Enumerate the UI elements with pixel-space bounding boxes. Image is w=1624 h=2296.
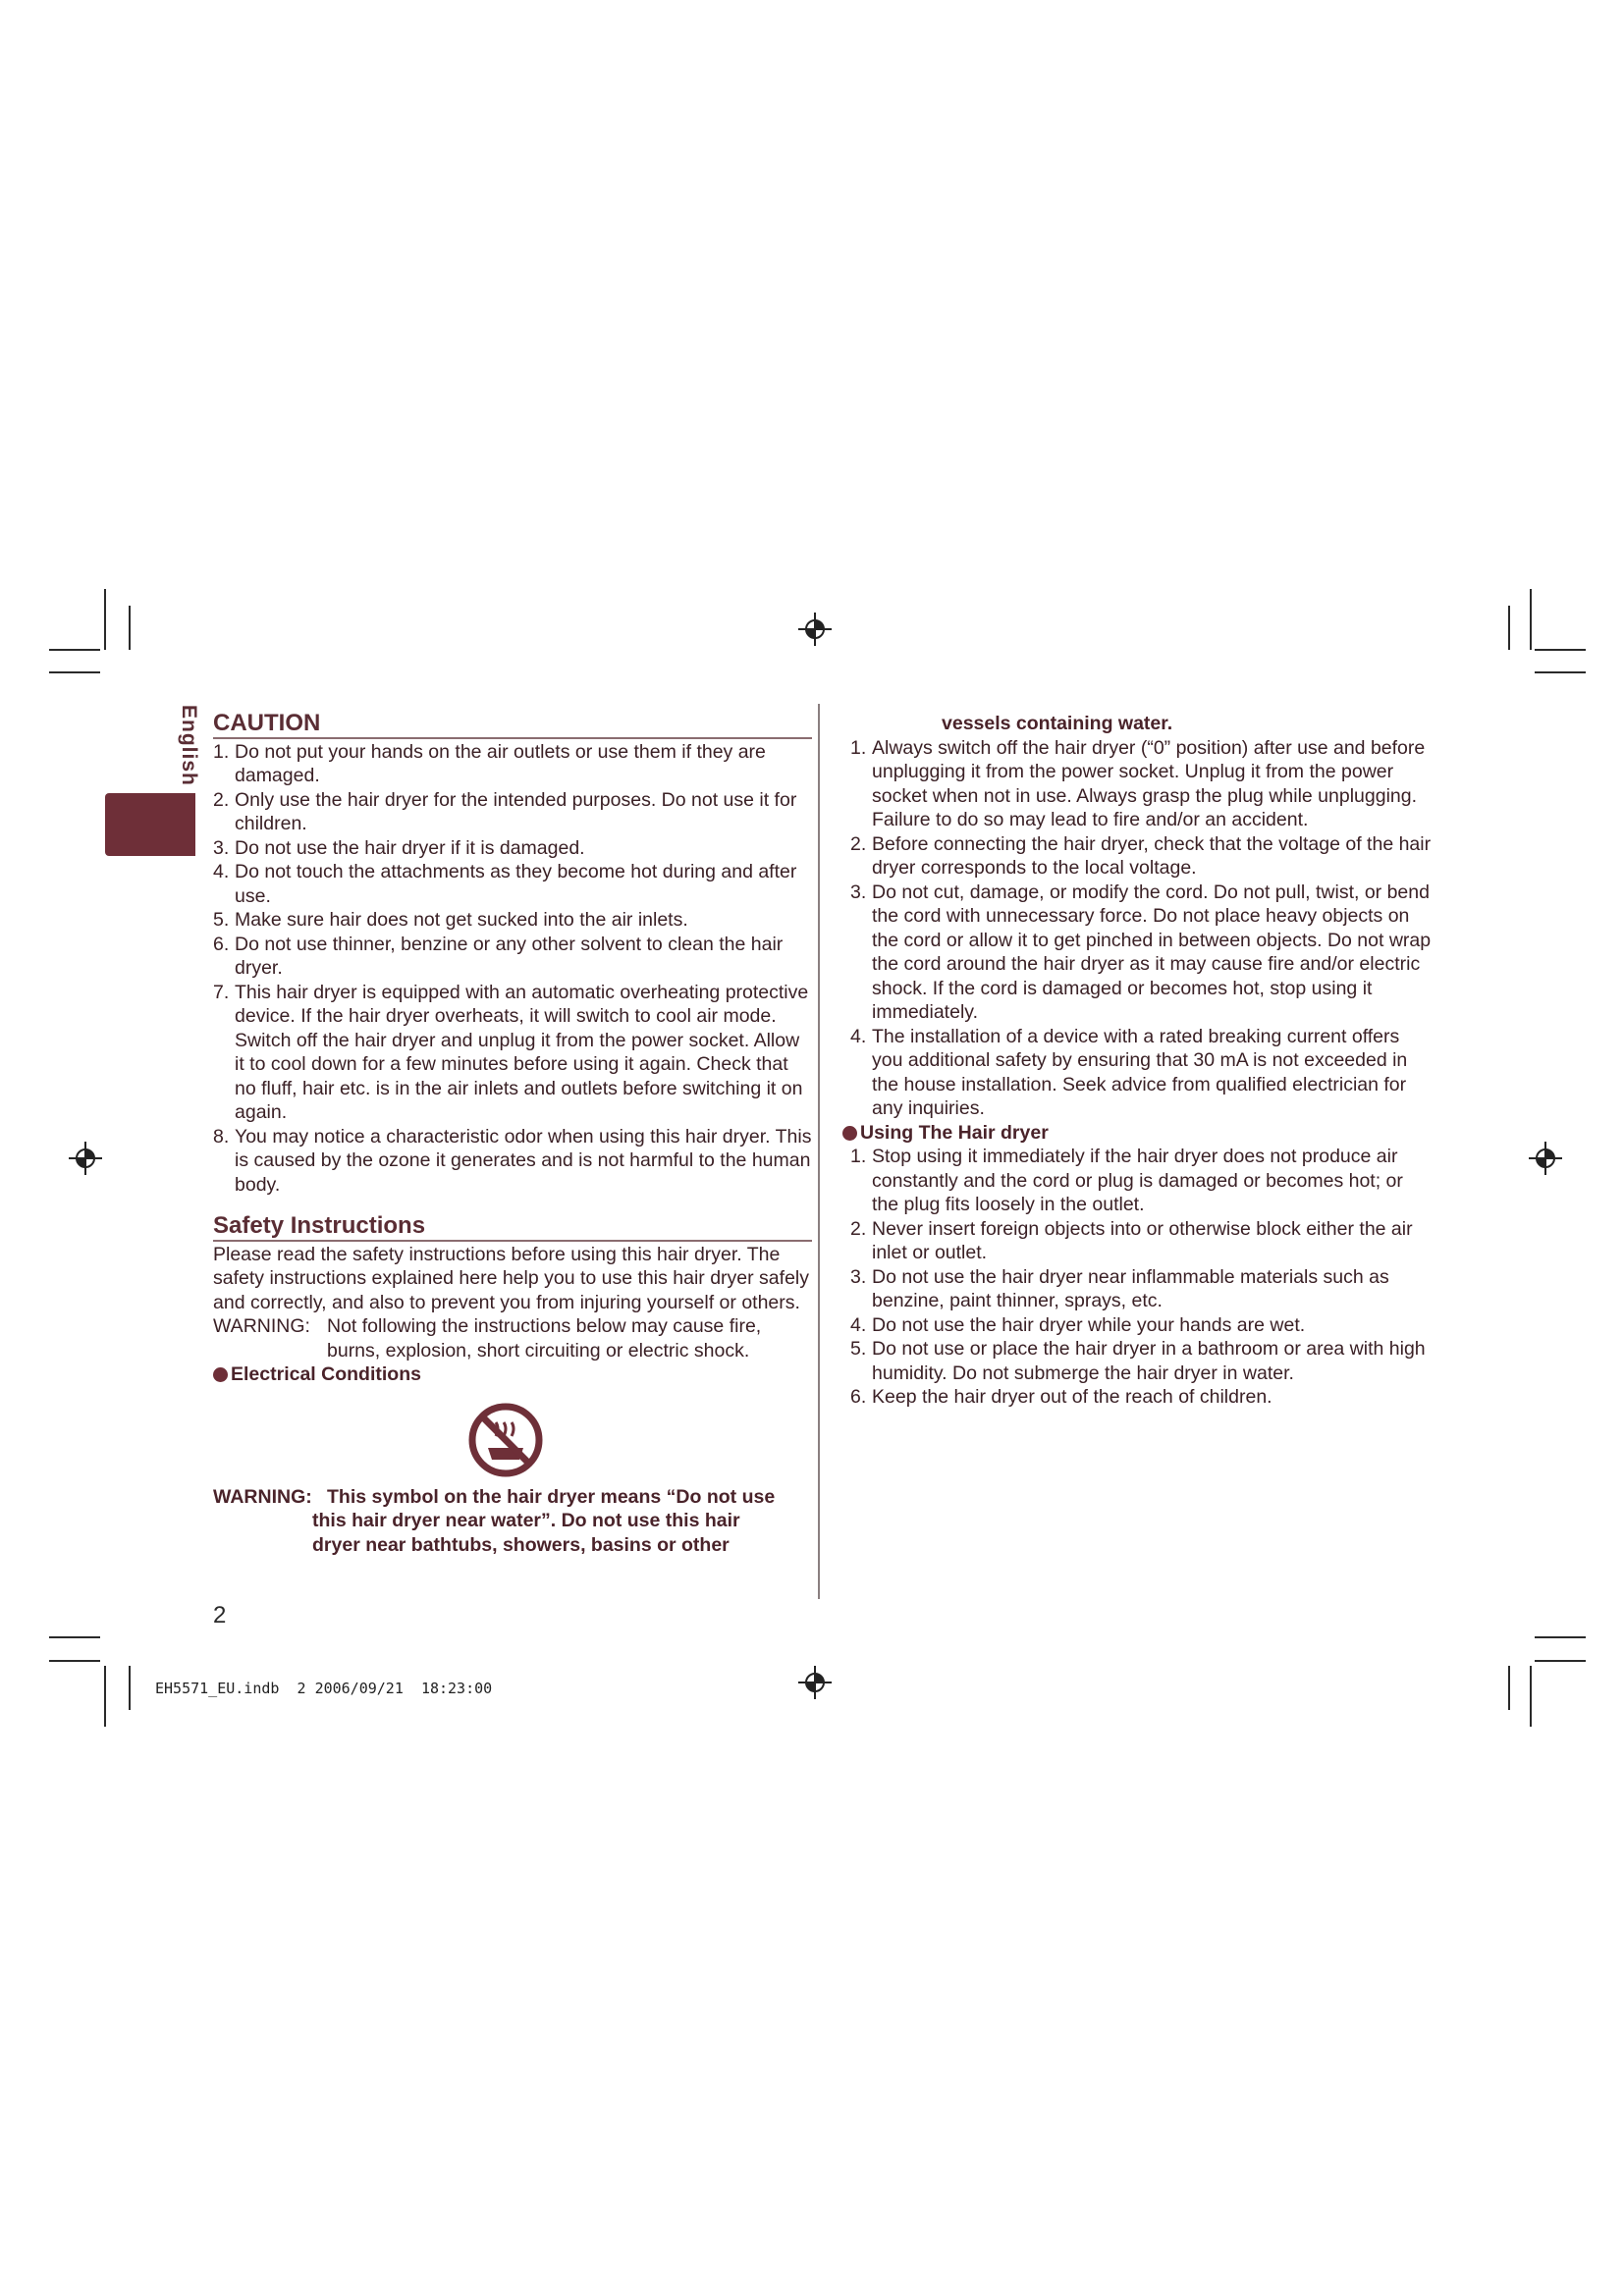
column-divider: [818, 704, 820, 1599]
crop-mark-tr-v1: [1508, 606, 1510, 650]
list-item: 3. Do not cut, damage, or modify the cord. Do not pull, twist, or bend the cord with unnecessary force. Do not place heavy objects on the cord or allow it to get pinched in between objects. Do not wrap the cord around the hair dryer as it may cause fire and/or electric shock. If the cord is damaged or becomes hot, stop using it immediately.: [850, 881, 1432, 1023]
electrical-conditions-heading: Electrical Conditions: [213, 1362, 812, 1387]
list-item: 4. Do not use the hair dryer while your hands are wet.: [850, 1313, 1306, 1336]
page-number: 2: [213, 1602, 227, 1629]
list-item: 4. Do not touch the attachments as they become hot during and after use.: [213, 861, 797, 907]
crop-mark-bl-v2: [129, 1666, 131, 1710]
registration-mark-icon: [69, 1142, 102, 1175]
symbol-area: [213, 1387, 812, 1485]
list-item: 1. Stop using it immediately if the hair dryer does not produce air constantly and the cord or plug is damaged or becomes hot; or the plug fits loosely in the outlet.: [850, 1146, 1403, 1215]
warning-note: [213, 1314, 812, 1362]
list-item: 2. Never insert foreign objects into or otherwise block either the air inlet or outlet.: [850, 1217, 1413, 1263]
crop-mark-tl-v1: [104, 589, 106, 650]
list-item: 8. You may notice a characteristic odor when using this hair dryer. This is caused by the ozone it generates and is not harmful to the human body.: [213, 1125, 812, 1196]
using-list: [842, 1145, 1432, 1410]
symbol-warning-line1: This symbol on the hair dryer means “Do not use: [327, 1485, 776, 1508]
safety-instructions-heading: Safety Instructions: [213, 1214, 812, 1242]
list-item: 7. This hair dryer is equipped with an automatic overheating protective device. If the hair dryer overheats, it will switch to cool air mode. Switch off the hair dryer and unplug it from the power socket. Allow it to cool down for a few minutes before using it again. Check that no fluff, hair etc. is in the air inlets and outlets before switching it on again.: [213, 981, 809, 1123]
crop-mark-tl-h2: [49, 671, 100, 673]
list-item: 2. Only use the hair dryer for the intended purposes. Do not use it for children.: [213, 788, 797, 834]
list-item: 4. The installation of a device with a rated breaking current offers you additional safety by ensuring that 30 mA is not exceeded in the house installation. Seek advice from qualified electrician for any inquiries.: [850, 1025, 1408, 1119]
registration-mark-icon: [798, 613, 832, 646]
symbol-warning-line2: this hair dryer near water”. Do not use this hair: [312, 1510, 740, 1531]
registration-mark-icon: [1529, 1142, 1562, 1175]
crop-mark-tr-h1: [1535, 649, 1586, 651]
list-item: 6. Do not use thinner, benzine or any other solvent to clean the hair dryer.: [213, 933, 784, 979]
crop-mark-br-h2: [1535, 1660, 1586, 1662]
list-item: 3. Do not use the hair dryer near inflammable materials such as benzine, paint thinner, sprays, etc.: [850, 1265, 1389, 1311]
right-column: [842, 712, 1432, 1410]
slug-time: 18:23:00: [420, 1680, 493, 1697]
continuation-line: vessels containing water.: [942, 713, 1173, 734]
caution-heading: CAUTION: [213, 712, 812, 739]
crop-mark-tr-h2: [1535, 671, 1586, 673]
warning-text: Not following the instructions below may cause fire, burns, explosion, short circuiting or electric shock.: [327, 1315, 762, 1362]
language-label: English: [178, 705, 200, 786]
slug-page: 2: [297, 1680, 306, 1697]
language-tab: [105, 793, 195, 856]
list-item: 3. Do not use the hair dryer if it is damaged.: [213, 836, 585, 859]
electrical-list: [842, 736, 1432, 1121]
crop-mark-tl-v2: [129, 606, 131, 650]
registration-mark-icon: [798, 1666, 832, 1699]
slug-date: 2006/09/21: [314, 1680, 404, 1697]
symbol-warning-line3: dryer near bathtubs, showers, basins or other: [312, 1533, 730, 1556]
list-item: 1. Do not put your hands on the air outlets or use them if they are damaged.: [213, 740, 766, 786]
crop-mark-br-v1: [1508, 1666, 1510, 1710]
crop-mark-tl-h1: [49, 649, 100, 651]
crop-mark-tr-v2: [1530, 589, 1532, 650]
crop-mark-bl-v1: [104, 1666, 106, 1727]
print-slug: [155, 1680, 492, 1697]
symbol-warning: [213, 1485, 812, 1510]
warning-label: WARNING:: [213, 1315, 310, 1337]
list-item: 2. Before connecting the hair dryer, check that the voltage of the hair dryer corresponds to the local voltage.: [850, 832, 1432, 879]
symbol-warning-label: WARNING:: [213, 1485, 312, 1508]
list-item: 6. Keep the hair dryer out of the reach of children.: [850, 1386, 1272, 1408]
no-water-icon: [466, 1401, 545, 1479]
crop-mark-bl-h2: [49, 1660, 100, 1662]
left-column: [213, 712, 812, 1557]
using-hair-dryer-heading: Using The Hair dryer: [842, 1121, 1432, 1146]
caution-list: [213, 740, 812, 1198]
crop-mark-br-v2: [1530, 1666, 1532, 1727]
crop-mark-br-h1: [1535, 1636, 1586, 1638]
slug-file: EH5571_EU.indb: [155, 1680, 280, 1697]
bullet-icon: [213, 1367, 228, 1382]
safety-intro: Please read the safety instructions before using this hair dryer. The safety instructions explained here help you to use this hair dryer safely and correctly, and also to prevent you from injuring yourself or others.: [213, 1243, 809, 1313]
crop-mark-bl-h1: [49, 1636, 100, 1638]
bullet-icon: [842, 1126, 857, 1141]
list-item: 5. Do not use or place the hair dryer in a bathroom or area with high humidity. Do not submerge the hair dryer in water.: [850, 1338, 1426, 1384]
list-item: 5. Make sure hair does not get sucked into the air inlets.: [213, 909, 688, 931]
list-item: 1. Always switch off the hair dryer (“0” position) after use and before unplugging it from the power socket. Unplug it from the power socket when not in use. Always grasp the plug while unplugging. Failure to do so may lead to fire and/or an accident.: [850, 736, 1426, 830]
